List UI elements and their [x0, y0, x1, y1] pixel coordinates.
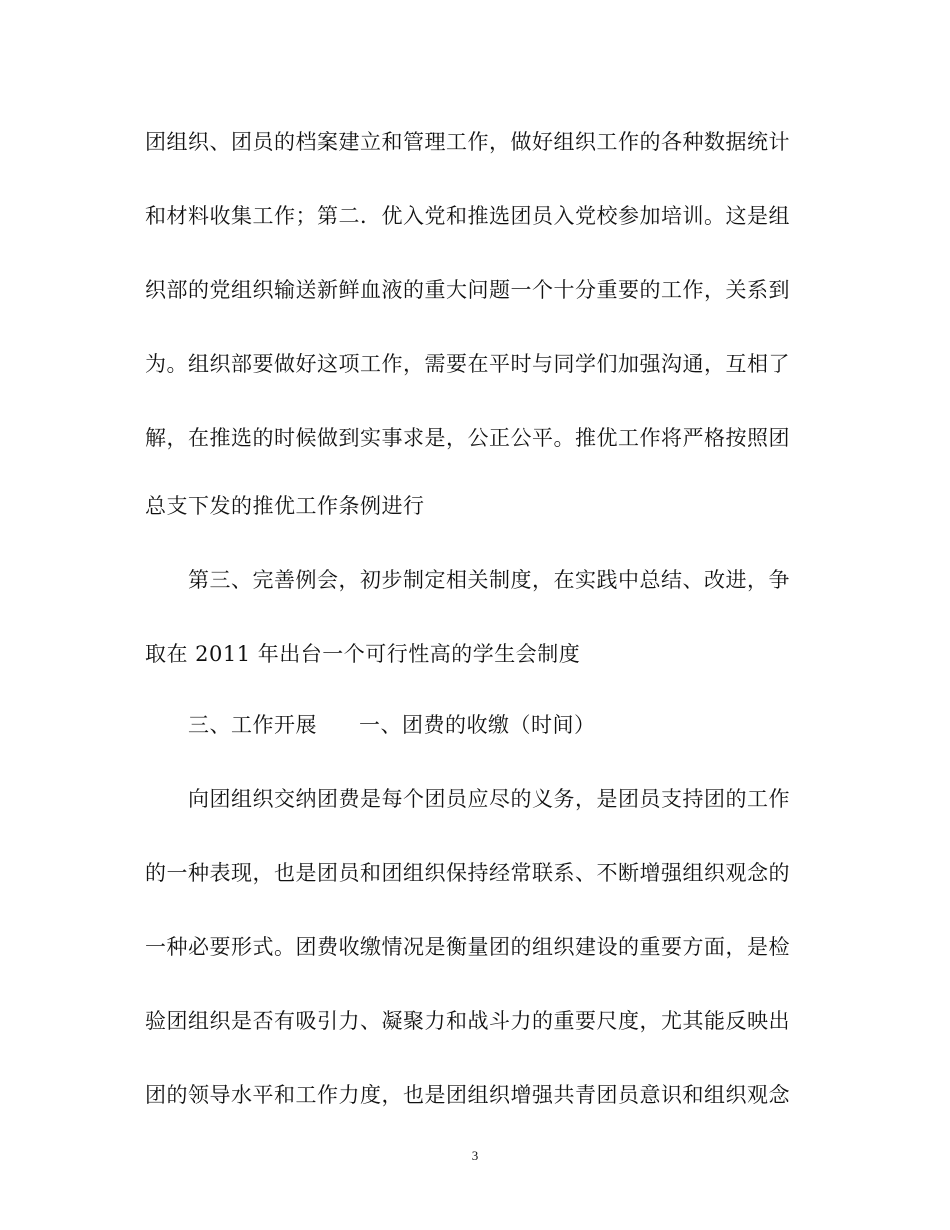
body-text-line: 的一种表现，也是团员和团组织保持经常联系、不断增强组织观念的 [145, 861, 790, 885]
body-text-line: 织部的党组织输送新鲜血液的重大问题一个十分重要的工作，关系到 [145, 278, 790, 302]
body-text-line: 验团组织是否有吸引力、凝聚力和战斗力的重要尺度，尤其能反映出 [145, 1009, 790, 1033]
body-text-line: 取在 2011 年出台一个可行性高的学生会制度 [145, 642, 581, 666]
body-text-line: 和材料收集工作；第二．优入党和推选团员入党校参加培训。这是组 [145, 204, 790, 228]
paragraph-first-line: 向团组织交纳团费是每个团员应尽的义务，是团员支持团的工作 [188, 787, 790, 811]
section-heading: 三、工作开展 [188, 713, 317, 737]
subsection-heading: 一、团费的收缴（时间） [359, 713, 596, 737]
body-text-line: 团组织、团员的档案建立和管理工作，做好组织工作的各种数据统计 [145, 130, 790, 154]
paragraph-first-line: 第三、完善例会，初步制定相关制度，在实践中总结、改进，争 [188, 568, 790, 592]
body-text-line: 为。组织部要做好这项工作，需要在平时与同学们加强沟通，互相了 [145, 352, 790, 376]
body-text-line: 团的领导水平和工作力度，也是团组织增强共青团员意识和组织观念 [145, 1083, 790, 1107]
body-text-line: 一种必要形式。团费收缴情况是衡量团的组织建设的重要方面，是检 [145, 935, 790, 959]
body-text-line: 解，在推选的时候做到实事求是，公正公平。推优工作将严格按照团 [145, 426, 790, 450]
section-heading-line [188, 711, 596, 739]
body-text-line: 总支下发的推优工作条例进行 [145, 494, 425, 518]
page-number: 3 [471, 1148, 479, 1163]
